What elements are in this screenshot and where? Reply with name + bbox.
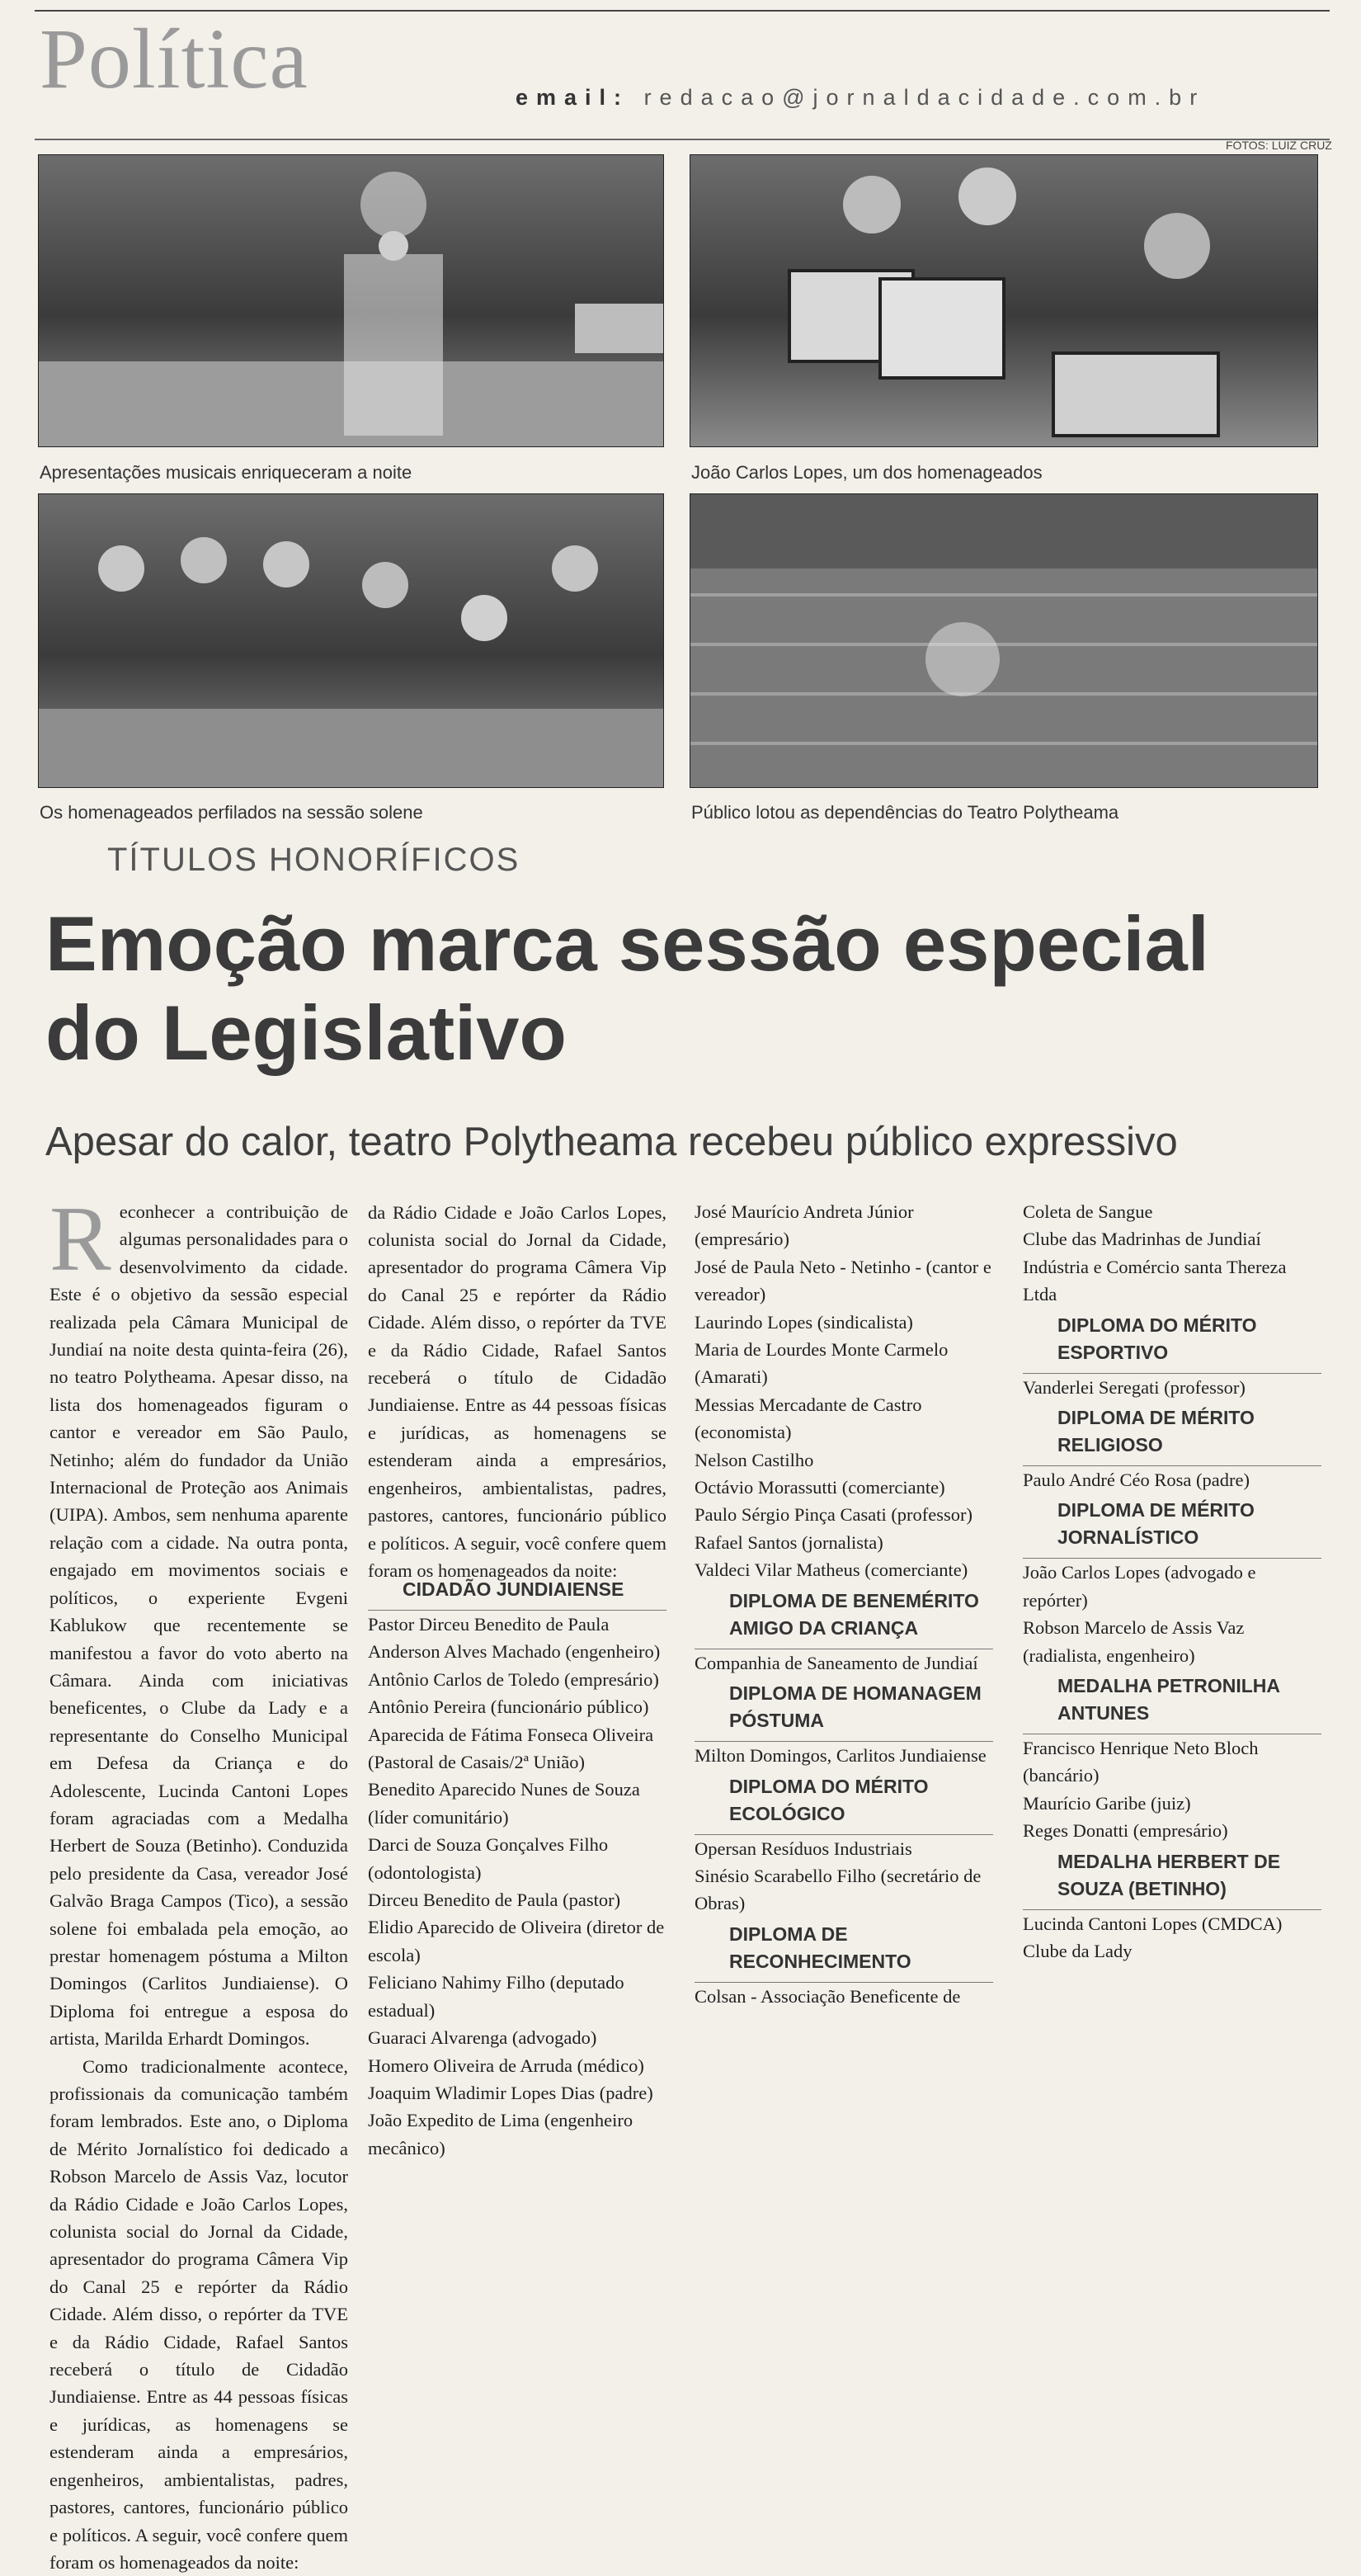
- award-heading: MEDALHA PETRONILHA ANTUNES: [1023, 1669, 1321, 1734]
- award-list-cidadao: [368, 1573, 666, 2162]
- award-name: Paulo Sérgio Pinça Casati (professor): [695, 1504, 973, 1526]
- email-label: email:: [516, 85, 630, 110]
- award-name: Colsan - Associação Beneficente de: [695, 1985, 961, 2007]
- award-name: Sinésio Scarabello Filho (secretário de Obras): [695, 1865, 982, 1914]
- photo-caption: Apresentações musicais enriqueceram a noite: [40, 462, 412, 483]
- award-name: Vanderlei Seregati (professor): [1023, 1376, 1246, 1398]
- award-name: Pastor Dirceu Benedito de Paula: [368, 1614, 610, 1635]
- award-heading: CIDADÃO JUNDIAIENSE: [368, 1573, 666, 1611]
- section-title: Política: [40, 12, 308, 106]
- award-name: Laurindo Lopes (sindicalista): [695, 1311, 913, 1333]
- drop-cap: R: [49, 1188, 111, 1290]
- theater-audience-photo: [690, 493, 1318, 788]
- award-name: Antônio Pereira (funcionário público): [368, 1696, 649, 1718]
- award-name: Messias Mercadante de Castro (economista): [695, 1394, 922, 1443]
- award-name: Benedito Aparecido Nunes de Souza (líder comunitário): [368, 1779, 640, 1828]
- article-headline: Emoção marca sessão especial do Legislativo: [45, 900, 1209, 1076]
- award-name: Valdeci Vilar Matheus (comerciante): [695, 1559, 968, 1581]
- award-name: Octávio Morassutti (comerciante): [695, 1477, 945, 1498]
- award-name: Coleta de Sangue: [1023, 1201, 1153, 1222]
- award-name: Maurício Garibe (juiz): [1023, 1792, 1191, 1814]
- stage-performance-photo: [38, 154, 664, 447]
- award-heading: DIPLOMA DE RECONHECIMENTO: [695, 1918, 993, 1983]
- award-name: Dirceu Benedito de Paula (pastor): [368, 1890, 621, 1911]
- honorees-diplomas-photo: [690, 154, 1318, 447]
- award-name: Clube das Madrinhas de Jundiaí: [1023, 1229, 1261, 1250]
- honorees-lineup-icon: [39, 494, 663, 787]
- article-kicker: TÍTULOS HONORÍFICOS: [107, 842, 520, 878]
- award-heading: DIPLOMA DE HOMANAGEM PÓSTUMA: [695, 1677, 993, 1742]
- honorees-lineup-photo: [38, 493, 664, 788]
- header-rule: [35, 139, 1330, 140]
- award-name: Reges Donatti (empresário): [1023, 1820, 1228, 1842]
- email-line: [516, 85, 1205, 111]
- email-address: redacao@jornaldacidade.com.br: [643, 85, 1206, 110]
- award-heading: DIPLOMA DE MÉRITO RELIGIOSO: [1023, 1401, 1321, 1466]
- article-continuation: [368, 1198, 666, 1584]
- article-paragraph: Como tradicionalmente acontece, profissionais da comunicação também foram lembrados. Este ano, o Diploma de Mérito Jornalístico foi dedicado a Robson Marcelo de Assis Vaz, locutor da Rádio Cidade e João Carlos Lopes, colunista social do Jornal da Cidade, apresentador do programa Câmera Vip do Canal 25 e repórter da Rádio Cidade. Além disso, o repórter da TVE e da Rádio Cidade, Rafael Santos receberá o título de Cidadão Jundiaiense. Entre as 44 pessoas físicas e jurídicas, as homenagens se estenderam ainda a empresários, engenheiros, ambientalistas, padres, pastores, cantores, funcionário público e políticos. A seguir, você confere quem foram os homenageados da noite:: [49, 2055, 348, 2573]
- award-heading: DIPLOMA DE MÉRITO JORNALÍSTICO: [1023, 1493, 1321, 1559]
- award-name: João Expedito de Lima (engenheiro mecânico): [368, 2110, 633, 2158]
- award-name: João Carlos Lopes (advogado e repórter): [1023, 1562, 1256, 1611]
- award-name: Anderson Alves Machado (engenheiro): [368, 1641, 661, 1663]
- award-name: Francisco Henrique Neto Bloch (bancário): [1023, 1738, 1259, 1786]
- award-name: Antônio Carlos de Toledo (empresário): [368, 1668, 659, 1690]
- award-name: Opersan Resíduos Industriais: [695, 1838, 912, 1859]
- award-name: Guaraci Alvarenga (advogado): [368, 2027, 597, 2049]
- award-name: Lucinda Cantoni Lopes (CMDCA): [1023, 1913, 1283, 1934]
- theater-audience-icon: [690, 494, 1317, 787]
- award-name: Darci de Souza Gonçalves Filho (odontologista): [368, 1834, 609, 1883]
- award-heading: DIPLOMA DE BENEMÉRITO AMIGO DA CRIANÇA: [695, 1584, 993, 1649]
- photo-caption: Os homenageados perfilados na sessão solene: [40, 802, 423, 823]
- photo-credit: FOTOS: LUIZ CRUZ: [1226, 139, 1332, 152]
- article-column-3: [695, 1198, 993, 2010]
- award-name: Elidio Aparecido de Oliveira (diretor de escola): [368, 1917, 665, 1965]
- award-name: Paulo André Céo Rosa (padre): [1023, 1470, 1250, 1491]
- award-heading: MEDALHA HERBERT DE SOUZA (BETINHO): [1023, 1845, 1321, 1910]
- article-subhead: Apesar do calor, teatro Polytheama recebeu público expressivo: [45, 1120, 1178, 1164]
- award-name: Robson Marcelo de Assis Vaz (radialista, engenheiro): [1023, 1617, 1245, 1666]
- honorees-diplomas-icon: [690, 155, 1317, 446]
- award-heading: DIPLOMA DO MÉRITO ECOLÓGICO: [695, 1770, 993, 1835]
- award-heading: DIPLOMA DO MÉRITO ESPORTIVO: [1023, 1309, 1321, 1374]
- award-name: José Maurício Andreta Júnior (empresário): [695, 1201, 914, 1250]
- award-name: Clube da Lady: [1023, 1941, 1133, 1962]
- award-name: Companhia de Saneamento de Jundiaí: [695, 1652, 978, 1673]
- article-paragraph-continued: da Rádio Cidade e João Carlos Lopes, colunista social do Jornal da Cidade, apresentador do programa Câmera Vip do Canal 25 e repórter da Rádio Cidade. Além disso, o repórter da TVE e da Rádio Cidade, Rafael Santos receberá o título de Cidadão Jundiaiense. Entre as 44 pessoas físicas e jurídicas, as homenagens se estenderam ainda a empresários, engenheiros, ambientalistas, padres, pastores, cantores, funcionário público e políticos. A seguir, você confere quem foram os homenageados da noite:: [368, 1201, 666, 1581]
- photo-caption: João Carlos Lopes, um dos homenageados: [691, 462, 1043, 483]
- award-name: Milton Domingos, Carlitos Jundiaiense: [695, 1745, 987, 1767]
- article-paragraph: Reconhecer a contribuição de algumas personalidades para o desenvolvimento da cidade. Este é o objetivo da sessão especial realizada pela Câmara Municipal de Jundiaí na noite desta quinta-feira (26), no teatro Polytheama. Apesar disso, na lista dos homenageados figuram o cantor e vereador em São Paulo, Netinho; além do fundador da União Internacional de Proteção aos Animais (UIPA). Ambos, sem nenhuma aparente relação com a cidade. Na outra ponta, engajado em movimentos sociais e políticos, o experiente Evgeni Kablukow que recentemente se manifestou a favor do voto aberto na Câmara. Ainda com iniciativas beneficentes, o Clube da Lady e a representante do Conselho Municipal em Defesa da Criança e do Adolescente, Lucinda Cantoni Lopes foram agraciadas com a Medalha Herbert de Souza (Betinho). Conduzida pelo presidente da Casa, vereador José Galvão Braga Campos (Tico), a sessão solene foi embalada pela emoção, ao prestar homenagem póstuma a Milton Domingos (Carlitos Jundiaiense). O Diploma foi entregue a esposa do artista, Marilda Erhardt Domingos.: [49, 1188, 348, 2050]
- award-name: Aparecida de Fátima Fonseca Oliveira (Pastoral de Casais/2ª União): [368, 1724, 654, 1773]
- article-column-4: [1023, 1198, 1321, 1965]
- award-name: Feliciano Nahimy Filho (deputado estadual): [368, 1972, 624, 2021]
- article-column-1: [49, 1188, 348, 2576]
- award-name: Indústria e Comércio santa Thereza Ltda: [1023, 1256, 1287, 1305]
- stage-performance-icon: [39, 155, 663, 446]
- award-name: José de Paula Neto - Netinho - (cantor e vereador): [695, 1256, 991, 1305]
- award-name: Nelson Castilho: [695, 1449, 814, 1470]
- award-name: Maria de Lourdes Monte Carmelo (Amarati): [695, 1339, 949, 1388]
- award-name: Homero Oliveira de Arruda (médico): [368, 2055, 644, 2076]
- award-name: Joaquim Wladimir Lopes Dias (padre): [368, 2082, 653, 2103]
- photo-caption: Público lotou as dependências do Teatro Polytheama: [691, 802, 1119, 823]
- award-name: Rafael Santos (jornalista): [695, 1531, 883, 1553]
